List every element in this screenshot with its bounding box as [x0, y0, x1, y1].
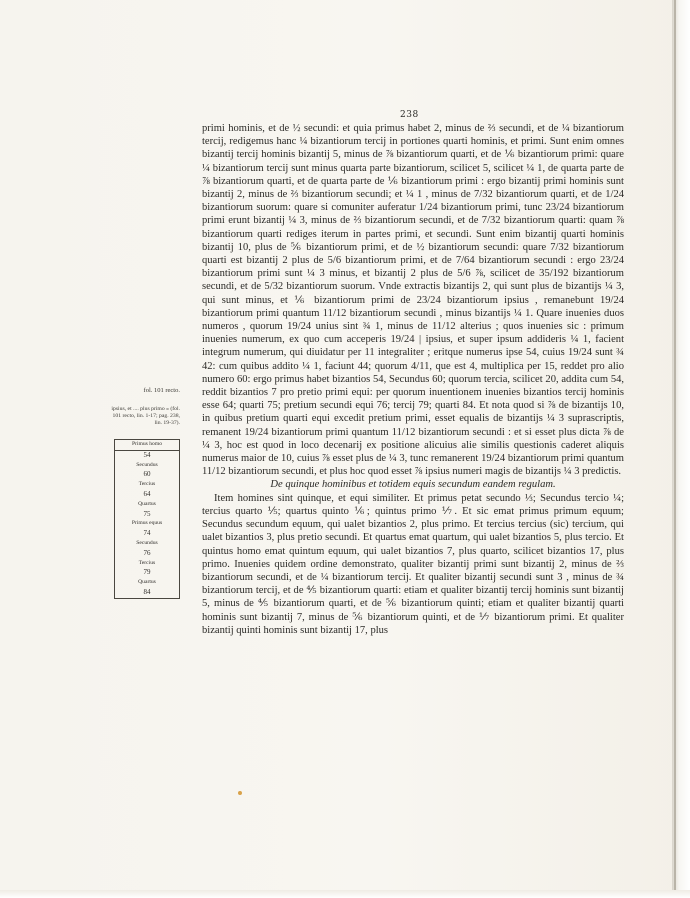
table-cell: 60 — [143, 470, 151, 479]
page-number: 238 — [400, 110, 419, 120]
margin-footnote: ipsius, et .... plus primo » (fol. 101 recto, lin. 1-17; pag. 238, lin. 19-37). — [111, 406, 180, 427]
main-text-block — [202, 122, 624, 637]
table-cell: Primus equus — [131, 520, 163, 527]
page-bottom-edge — [0, 890, 690, 898]
table-cell: Tercius — [138, 559, 156, 566]
page-right-edge — [672, 0, 690, 898]
table-cell: 75 — [143, 509, 151, 518]
table-cell: Secundus — [136, 539, 158, 546]
page-spot — [238, 791, 242, 795]
table-cell: Primus homo — [115, 440, 179, 451]
table-cell: 79 — [143, 568, 151, 577]
table-cell: 54 — [143, 450, 151, 459]
paragraph-five-men-continued: primi hominis, et de ½ secundi: et quia primus habet 2, minus de ⅔ secundi, et de ¼ bizantiorum tercij, redigemus hanc ¼ bizantiorum tercij in portiones quarti hominis, et primi. Sunt enim omnes bizantij tercij hominis bizantij 5, minus de ⅞ bizantiorum quarti, et de ⅙ bizantiorum primi: quare ¼ bizantiorum tercij sunt minus quarta parte bizantiorum, scilicet 5, scilicet ¼ 1, de quarta parte de ⅞ bizantiorum quarti, et de quarta parte de ⅙ bizantiorum primi : ergo bizantij primi hominis sunt bizantij 2, minus de ⅔ bizantiorum secundi; et ¼ 1 , minus de 7/32 bizantiorum quarti, et de 1/24 bizantiorum suorum: quare si comuniter auferatur 1/24 bizantiorum primi, tunc 23/24 bizantiorum primi erunt bizantij ¼ 3, minus de ⅔ bizantiorum secundi, et de 7/32 bizantiorum quarti: quam ⅞ bizantiorum quarti rediges iterum in partes primi, et secundi. Sunt enim bizantij quarti hominis bizantij 10, plus de ⅚ bizantiorum primi, et de ½ bizantiorum secundi: quare 7/32 bizantiorum quarti est bizantij 2 plus de 5/6 bizantiorum primi, et de 7/64 bizantiorum secundi : ergo 23/24 bizantiorum primi sunt ¼ 3 minus, et bizantij 2 plus de 5/6 ⅞, scilicet de 35/192 bizantiorum secundi, et de 5/32 bizantiorum suorum. Vnde extractis bizantijs 2, qui sunt plus de bizantijs ¼ 3, qui sunt minus, et ⅙ bizantiorum primi de 23/24 bizantiorum ipsius , remanebunt 19/24 bizantiorum primi quantum 11/12 bizantiorum secundi , minus bizantijs ¼ 1. Quare inuenies duos numeros , quorum 19/24 unius sint ¾ 1, minus de 11/12 alterius ; quos inuenies sic : primum inuenies numerum, ex quo cum acceperis 19/24 | ipsius, et super ipsum addideris ¼ 1, facient integrum numerum, qui diuidatur per 11 integraliter ; eritque numerus ipse 54, cuius 19/24 sunt ¾ 42: cum quibus addito ¼ 1, faciunt 44; quorum 4/11, que est 4, multiplica per 15, reddet pro alio numero 60: ergo primus habet bizantios 54, Secundus 60; quorum tercia, scilicet 20, addita cum 54, reddit bizantios 7 pro pretio primi equi: per quorum inuentionem inuenies bizantios tercij hominis esse 64; quarti 75; pretium secundi equi 76; tercij 79; quarti 84. Et nota quod si ⅞ de bizantijs 10, in quibus pretium quarti equi excedit pretium primi, esset equalis de bizantijs ¼ 3 suprascriptis, remanent 19/24 bizantiorum primi quantum 11/12 bizantiorum secundi : et si esset plus dicta ⅞ de ¼ 3, hoc est quod in loco decenarij ex positione alicuius alie similis questionis caderet aliquis numerus maior de 10, cuius ⅞ esset plus de ¼ 3, tunc remanerent 19/24 bizantiorum primi quantum 11/12 bizantiorum secundi, et plus hoc quod esset ⅞ ipsius numeri magis de bizantijs ¼ 3 predictis. — [202, 123, 624, 478]
table-cell: Quartus — [138, 579, 156, 586]
paragraph-five-men-problem: Item homines sint quinque, et equi similiter. Et primus petat secundo ⅓; Secundus tercio ¼; tercius quarto ⅕; quartus quinto ⅙; quintus primo ⅐. Et sic emat primus primum equum; Secundus secundum equum, qui ualet bizantios 2, plus primo. Et tercius tercius (sic) tercium, qui ualet bizantios 3, plus pretio secundi. Et quartus emat quartum, qui ualet bizantios 5, plus tercio. Et quintus homo emat quintum equum, qui ualet bizantios 7, plus quarto, scilicet bizantios 17, plus primo. Inuenies quidem ordine demonstrato, qualiter bizantij primi sunt bizantij 2, minus de ⅔ bizantiorum secundi, et de ¼ bizantiorum tercij. Et qualiter bizantij secundi sunt 3 , minus de ¾ bizantiorum tercij, et de ⅘ bizantiorum quarti: etiam et qualiter bizantij tercij hominis sunt bizantij 5, minus de ⅘ bizantiorum quarti, et de ⅚ bizantiorum quinti; etiam et qualiter bizantij quarti hominis sunt bizantij 7, minus de ⅚ bizantiorum quinti, et de ⅐ bizantiorum primi. Et qualiter bizantij quinti hominis sunt bizantij 17, plus — [202, 492, 624, 636]
table-cell: Quartus — [138, 500, 156, 507]
margin-price-table — [114, 439, 180, 599]
table-cell: Secundus — [136, 461, 158, 468]
table-cell: 64 — [143, 489, 151, 498]
table-cell: 76 — [143, 548, 151, 557]
table-cell: 74 — [143, 529, 151, 538]
margin-folio-reference: fol. 101 recto. — [143, 387, 180, 394]
table-cell: Tercius — [138, 481, 156, 488]
table-cell: 84 — [143, 587, 151, 596]
section-heading: De quinque hominibus et totidem equis secundum eandem regulam. — [270, 479, 556, 491]
